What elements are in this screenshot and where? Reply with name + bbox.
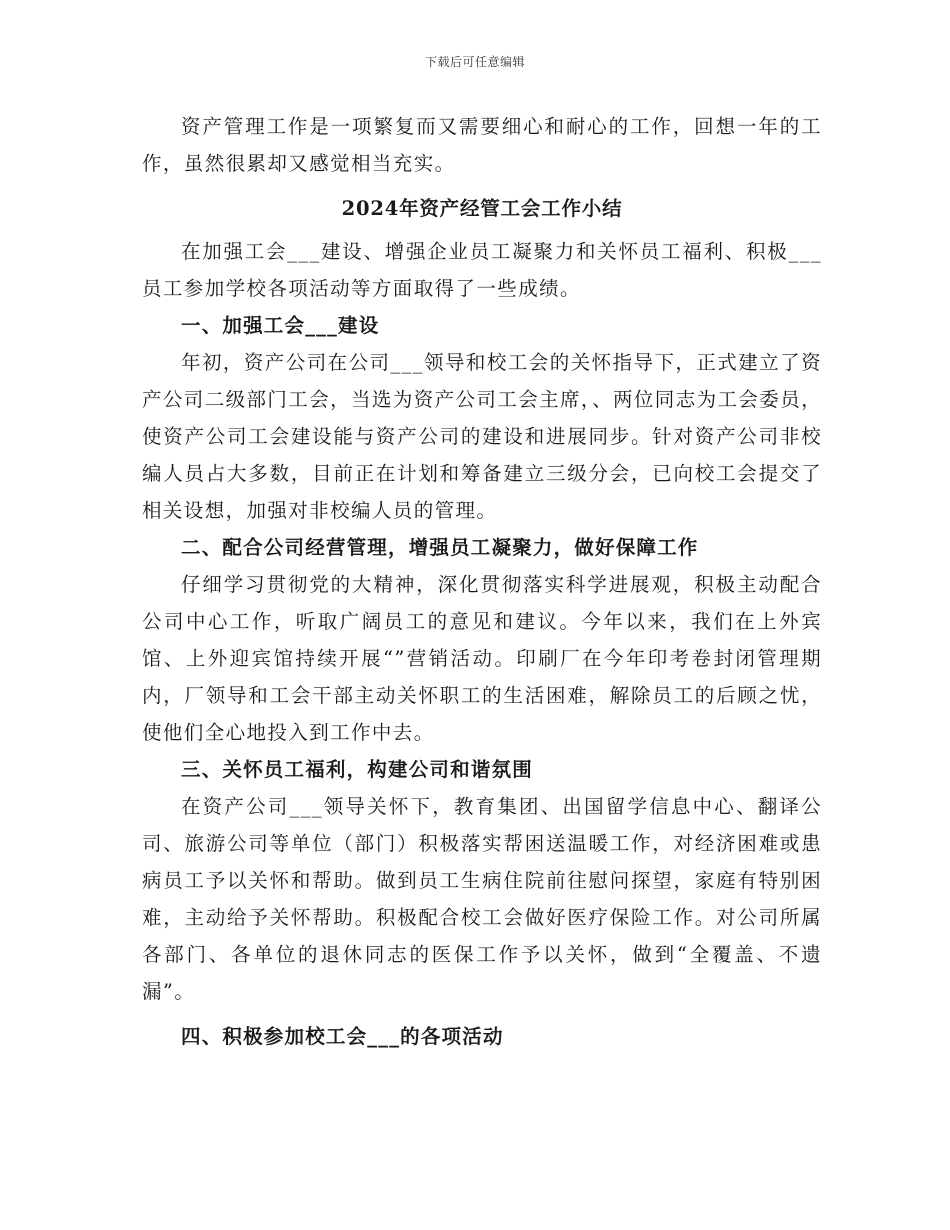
section-heading-1: 一、加强工会___建设: [181, 314, 380, 337]
paragraph-2: 年初，资产公司在公司___领导和校工会的关怀指导下，正式建立了资产公司二级部门工会，当选为资产公司工会主席，、两位同志为工会委员，使资产公司工会建设能与资产公司的建设和进展同步。针对资产公司非校编人员占大多数，目前正在计划和筹备建立三级分会，已向校工会提交了相关设想，加强对非校编人员的管理。: [142, 351, 822, 522]
page-header: 下载后可任意编辑: [424, 55, 525, 69]
intro-paragraph: 资产管理工作是一项繁复而又需要细心和耐心的工作，回想一年的工作，虽然很累却又感觉相当充实。: [142, 115, 822, 175]
paragraph-3: 仔细学习贯彻党的大精神，深化贯彻落实科学进展观，积极主动配合公司中心工作，听取广阔员工的意见和建议。今年以来，我们在上外宾馆、上外迎宾馆持续开展“”营销活动。印刷厂在今年印考卷封闭管理期内，厂领导和工会干部主动关怀职工的生活困难，解除员工的后顾之忧，使他们全心地投入到工作中去。: [142, 573, 822, 744]
document-body: [142, 108, 822, 1055]
paragraph-1: 在加强工会___建设、增强企业员工凝聚力和关怀员工福利、积极___员工参加学校各项活动等方面取得了一些成绩。: [142, 240, 822, 300]
section-heading-3: 三、关怀员工福利，构建公司和谐氛围: [181, 758, 533, 781]
paragraph-4: 在资产公司___领导关怀下，教育集团、出国留学信息中心、翻译公司、旅游公司等单位（部门）积极落实帮困送温暖工作，对经济困难或患病员工予以关怀和帮助。做到员工生病住院前往慰问探望，家庭有特别困难，主动给予关怀帮助。积极配合校工会做好医疗保险工作。对公司所属各部门、各单位的退休同志的医保工作予以关怀，做到“全覆盖、不遗漏”。: [142, 795, 822, 1003]
section-heading-2: 二、配合公司经营管理，增强员工凝聚力，做好保障工作: [181, 536, 699, 559]
document-title: 2024年资产经管工会工作小结: [341, 197, 623, 220]
section-heading-4: 四、积极参加校工会___的各项活动: [181, 1025, 504, 1048]
